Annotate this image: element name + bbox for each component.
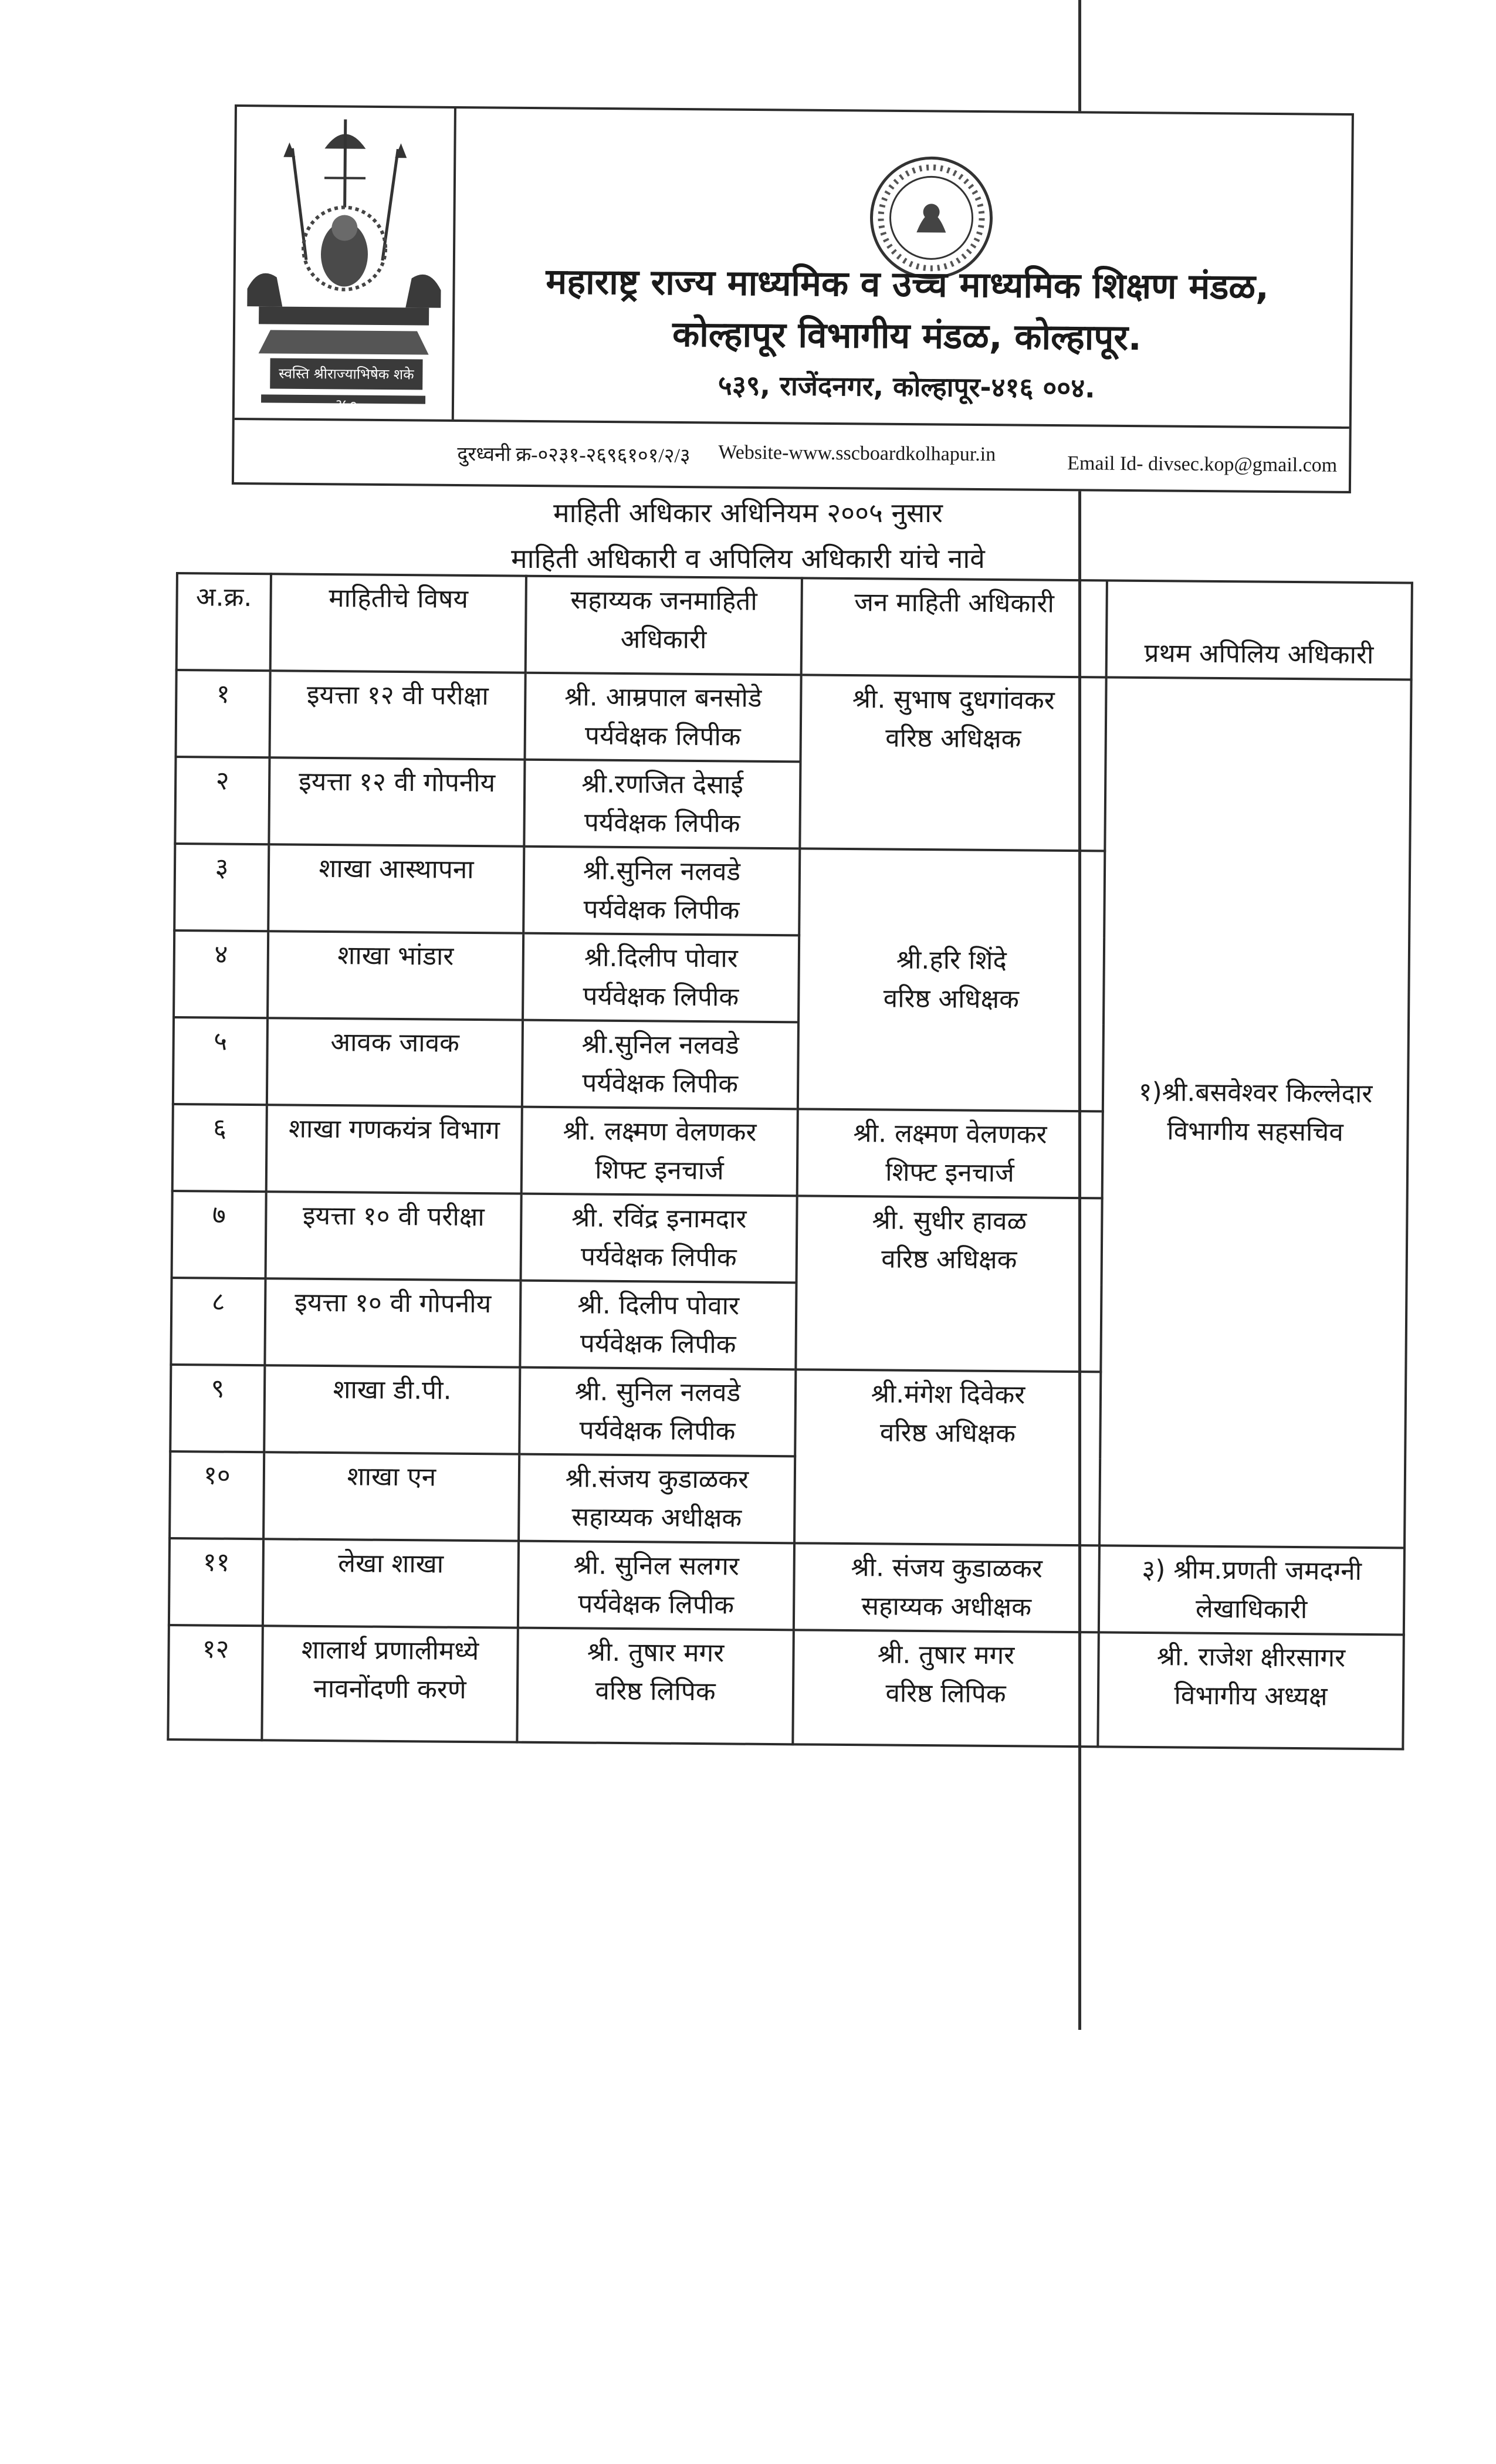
appellate-name: श्री. राजेश क्षीरसागर: [1156, 1641, 1346, 1673]
contact-email: Email Id- divsec.kop@gmail.com: [1067, 452, 1338, 476]
pio-name: श्री. लक्ष्मण वेलणकर: [853, 1118, 1047, 1150]
asst-pio-designation: सहाय्यक अधीक्षक: [571, 1502, 742, 1534]
board-name-line1: महाराष्ट्र राज्य माध्यमिक व उच्च माध्यमिक शिक्षण मंडळ,: [546, 261, 1270, 308]
header-asst-pio: सहाय्यक जनमाहिती अधिकारी: [526, 576, 802, 675]
pio-designation: वरिष्ठ लिपिक: [885, 1678, 1006, 1710]
header-serial: अ.क्र.: [177, 573, 271, 671]
appellate-name: ३) श्रीम.प्रणती जमदग्नी: [1142, 1554, 1362, 1586]
pio-cell: [793, 1630, 1099, 1747]
asst-pio-name: श्री. रविंद्र इनामदार: [571, 1203, 747, 1234]
row-asst-pio: [521, 1194, 797, 1283]
asst-pio-name: श्री. सुनिल सलगर: [573, 1550, 740, 1582]
row-asst-pio: [519, 1454, 795, 1544]
asst-pio-name: श्री.दिलीप पोवार: [584, 942, 738, 974]
appellate-cell: [1098, 1632, 1404, 1749]
pio-cell: [800, 675, 1106, 851]
row-number: १२: [168, 1625, 263, 1740]
row-number: १०: [170, 1451, 264, 1539]
row-subject: शाखा भांडार: [268, 931, 523, 1020]
pio-designation: वरिष्ठ अधिक्षक: [885, 723, 1021, 754]
row-number: ६: [172, 1104, 267, 1192]
pio-cell: [794, 1369, 1101, 1545]
row-asst-pio: [522, 1020, 798, 1109]
contact-line: [235, 418, 1349, 476]
row-asst-pio: [525, 673, 801, 762]
row-subject: शाखा गणकयंत्र विभाग: [266, 1105, 522, 1193]
table-row: [176, 670, 1412, 767]
pio-name: श्री.हरि शिंदे: [896, 945, 1007, 976]
appellate-name: १)श्री.बसवेश्वर किल्लेदार: [1138, 1077, 1373, 1109]
appellate-designation: विभागीय अध्यक्ष: [1174, 1680, 1328, 1712]
row-subject: शाखा एन: [263, 1452, 519, 1541]
row-subject: शाखा आस्थापना: [268, 844, 524, 933]
rti-officers-table: [167, 572, 1413, 1751]
asst-pio-name: श्री.संजय कुडाळकर: [565, 1463, 749, 1495]
row-number: ११: [169, 1538, 263, 1626]
header-pio: जन माहिती अधिकारी: [801, 578, 1107, 677]
asst-pio-name: श्री.सुनिल नलवडे: [581, 1029, 739, 1061]
heading-line2: माहिती अधिकारी व अपिलिय अधिकारी यांचे नावे: [511, 543, 985, 574]
row-subject: शालार्थ प्रणालीमध्ये नावनोंदणी करणे: [262, 1626, 518, 1742]
pio-cell: [798, 848, 1105, 1111]
appellate-designation: लेखाधिकारी: [1195, 1593, 1308, 1625]
asst-pio-name: श्री. आम्रपाल बनसोडे: [564, 682, 762, 713]
rti-officers-table-wrap: [167, 572, 1413, 1751]
row-asst-pio: [523, 933, 799, 1023]
pio-name: श्री.मंगेश दिवेकर: [871, 1379, 1025, 1410]
row-number: २: [175, 757, 269, 844]
pio-cell: [796, 1196, 1102, 1372]
pio-designation: सहाय्यक अधीक्षक: [861, 1591, 1032, 1623]
header-subject: माहितीचे विषय: [270, 574, 526, 672]
table-row: [169, 1538, 1404, 1635]
asst-pio-name: श्री.रणजित देसाई: [581, 769, 744, 800]
asst-pio-designation: वरिष्ठ लिपिक: [595, 1676, 716, 1707]
row-number: ३: [174, 844, 269, 931]
row-subject: इयत्ता १० वी परीक्षा: [266, 1192, 522, 1280]
row-asst-pio: [517, 1628, 794, 1745]
pio-name: श्री. संजय कुडाळकर: [851, 1552, 1043, 1584]
contact-phone: दुरध्वनी क्र-०२३१-२६९६१०१/२/३: [457, 443, 691, 468]
asst-pio-designation: शिफ्ट इनचार्ज: [595, 1155, 725, 1186]
row-asst-pio: [519, 1368, 796, 1457]
asst-pio-name: श्री. लक्ष्मण वेलणकर: [563, 1116, 757, 1148]
row-number: १: [176, 670, 270, 757]
asst-pio-designation: पर्यवेक्षक लिपीक: [584, 720, 741, 752]
asst-pio-designation: पर्यवेक्षक लिपीक: [582, 1068, 739, 1099]
pio-name: श्री. सुभाष दुधगांवकर: [852, 684, 1055, 716]
letterhead: [232, 104, 1354, 493]
emblem-box: [235, 107, 456, 419]
asst-pio-designation: पर्यवेक्षक लिपीक: [583, 981, 739, 1013]
row-number: ९: [170, 1365, 265, 1452]
contact-website: Website-www.sscboardkolhapur.in: [718, 441, 996, 466]
asst-pio-name: श्री. तुषार मगर: [587, 1637, 725, 1668]
asst-pio-name: श्री.सुनिल नलवडे: [583, 855, 741, 887]
asst-pio-designation: पर्यवेक्षक लिपीक: [580, 1328, 736, 1360]
row-number: ४: [174, 930, 268, 1018]
asst-pio-name: श्री. दिलीप पोवार: [577, 1289, 740, 1321]
row-number: ५: [173, 1017, 268, 1105]
table-header-row: [177, 573, 1412, 680]
row-subject: इयत्ता १० वी गोपनीय: [265, 1278, 520, 1367]
header-appellate: प्रथम अपिलिय अधिकारी: [1106, 580, 1412, 679]
row-asst-pio: [524, 760, 800, 849]
asst-pio-designation: पर्यवेक्षक लिपीक: [579, 1415, 736, 1447]
heading-line1: माहिती अधिकार अधिनियम २००५ नुसार: [553, 497, 943, 529]
board-title: [467, 255, 1348, 365]
asst-pio-designation: पर्यवेक्षक लिपीक: [580, 1241, 737, 1273]
pio-cell: [794, 1543, 1099, 1632]
pio-designation: वरिष्ठ अधिक्षक: [883, 983, 1020, 1015]
pio-cell: [797, 1109, 1103, 1198]
emblem-motto: स्वस्ति श्रीराज्याभिषेक शके ३५०: [270, 358, 422, 390]
table-row: [168, 1625, 1403, 1749]
row-asst-pio: [522, 1107, 798, 1196]
row-subject: इयत्ता १२ वी परीक्षा: [270, 671, 526, 759]
row-number: ७: [172, 1191, 266, 1278]
asst-pio-name: श्री. सुनिल नलवडे: [574, 1376, 741, 1408]
asst-pio-designation: पर्यवेक्षक लिपीक: [583, 894, 740, 926]
row-subject: इयत्ता १२ वी गोपनीय: [269, 757, 524, 846]
document-heading: [381, 490, 1115, 581]
row-subject: शाखा डी.पी.: [264, 1365, 520, 1454]
pio-designation: वरिष्ठ अधिक्षक: [879, 1417, 1016, 1449]
asst-pio-designation: पर्यवेक्षक लिपीक: [584, 807, 740, 839]
appellate-cell: [1099, 677, 1412, 1548]
row-asst-pio: [520, 1281, 796, 1370]
pio-name: श्री. सुधीर हावळ: [872, 1205, 1027, 1237]
pio-designation: वरिष्ठ अधिक्षक: [881, 1244, 1017, 1275]
row-subject: लेखा शाखा: [263, 1539, 519, 1627]
pio-designation: शिफ्ट इनचार्ज: [885, 1157, 1014, 1189]
pio-name: श्री. तुषार मगर: [877, 1639, 1015, 1671]
board-address: ५३९, राजेंदनगर, कोल्हापूर-४१६ ००४.: [717, 369, 1095, 404]
row-subject: आवक जावक: [267, 1018, 523, 1106]
row-asst-pio: [523, 847, 800, 936]
board-name-line2: कोल्हापूर विभागीय मंडळ, कोल्हापूर.: [672, 313, 1142, 359]
row-asst-pio: [518, 1541, 794, 1630]
appellate-designation: विभागीय सहसचिव: [1167, 1116, 1344, 1148]
row-number: ८: [171, 1278, 265, 1365]
asst-pio-designation: पर्यवेक्षक लिपीक: [578, 1589, 735, 1620]
appellate-cell: [1099, 1545, 1404, 1634]
